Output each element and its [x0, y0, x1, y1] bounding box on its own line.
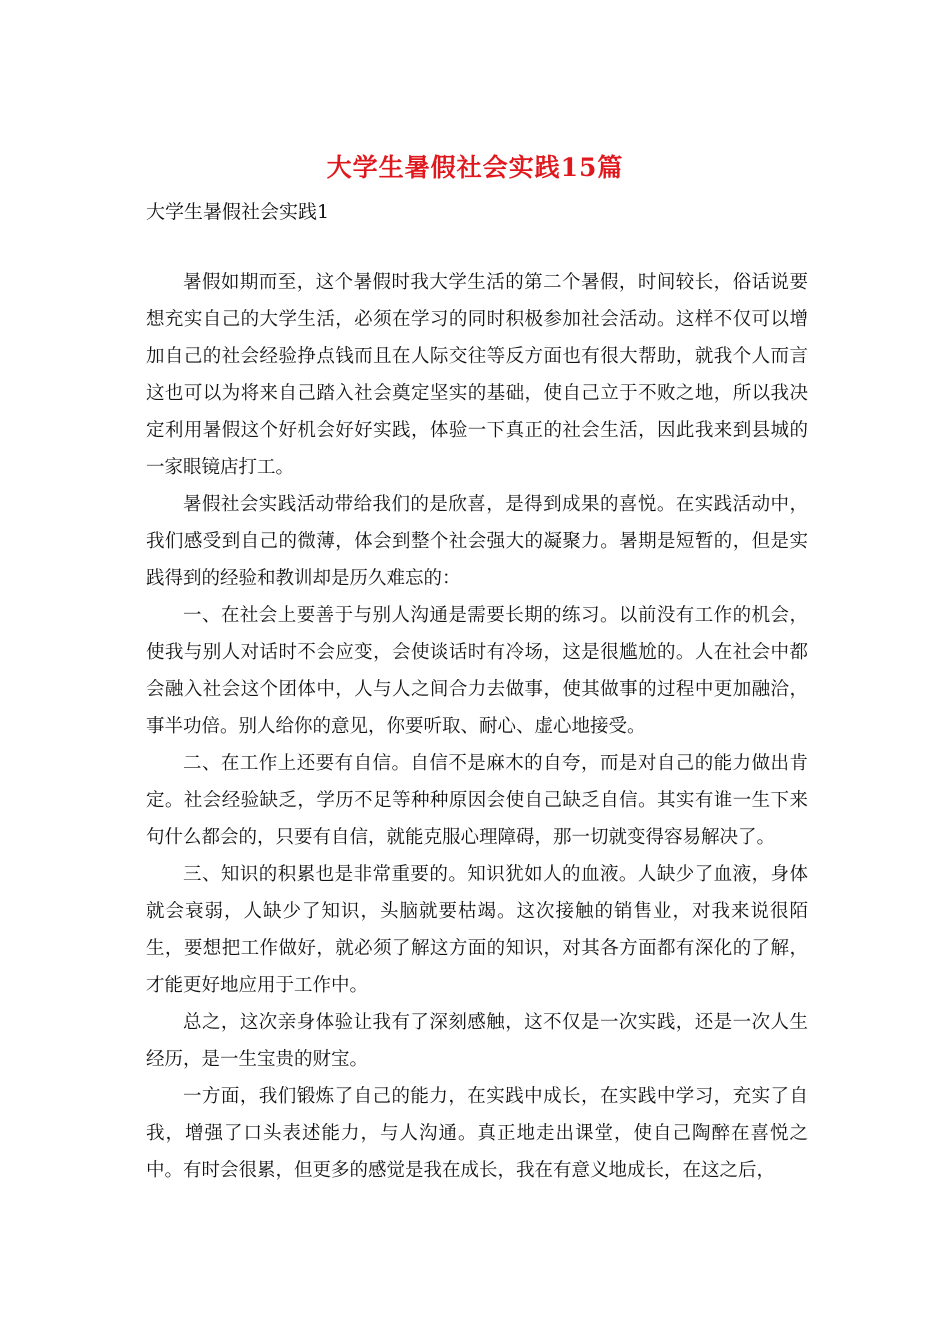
paragraph: 一方面，我们锻炼了自己的能力，在实践中成长，在实践中学习，充实了自我，增强了口头表述能力，与人沟通。真正地走出课堂，使自己陶醉在喜悦之中。有时会很累，但更多的感觉是我在成长，我在有意义地成长，在这之后，	[146, 1086, 808, 1181]
paragraph: 一、在社会上要善于与别人沟通是需要长期的练习。以前没有工作的机会，使我与别人对话时不会应变，会使谈话时有冷场，这是很尴尬的。人在社会中都会融入社会这个团体中，人与人之间合力去做事，使其做事的过程中更加融洽，事半功倍。别人给你的意见，你要听取、耐心、虚心地接受。	[146, 605, 808, 737]
paragraph: 三、知识的积累也是非常重要的。知识犹如人的血液。人缺少了血液，身体就会衰弱，人缺少了知识，头脑就要枯竭。这次接触的销售业，对我来说很陌生，要想把工作做好，就必须了解这方面的知识，对其各方面都有深化的了解，才能更好地应用于工作中。	[146, 864, 808, 996]
paragraph: 暑假社会实践活动带给我们的是欣喜，是得到成果的喜悦。在实践活动中，我们感受到自己的微薄，体会到整个社会强大的凝聚力。暑期是短暂的，但是实践得到的经验和教训却是历久难忘的：	[146, 494, 808, 589]
document-body	[146, 264, 808, 1189]
section-heading: 大学生暑假社会实践1	[146, 201, 330, 223]
document-title: 大学生暑假社会实践15篇	[326, 153, 624, 182]
paragraph: 二、在工作上还要有自信。自信不是麻木的自夸，而是对自己的能力做出肯定。社会经验缺乏，学历不足等种种原因会使自己缺乏自信。其实有谁一生下来句什么都会的，只要有自信，就能克服心理障碍，那一切就变得容易解决了。	[146, 753, 808, 848]
paragraph: 暑假如期而至，这个暑假时我大学生活的第二个暑假，时间较长，俗话说要想充实自己的大学生活，必须在学习的同时积极参加社会活动。这样不仅可以增加自己的社会经验挣点钱而且在人际交往等反方面也有很大帮助，就我个人而言这也可以为将来自己踏入社会奠定坚实的基础，使自己立于不败之地，所以我决定利用暑假这个好机会好好实践，体验一下真正的社会生活，因此我来到县城的一家眼镜店打工。	[146, 272, 808, 478]
paragraph: 总之，这次亲身体验让我有了深刻感触，这不仅是一次实践，还是一次人生经历，是一生宝贵的财宝。	[146, 1012, 808, 1070]
